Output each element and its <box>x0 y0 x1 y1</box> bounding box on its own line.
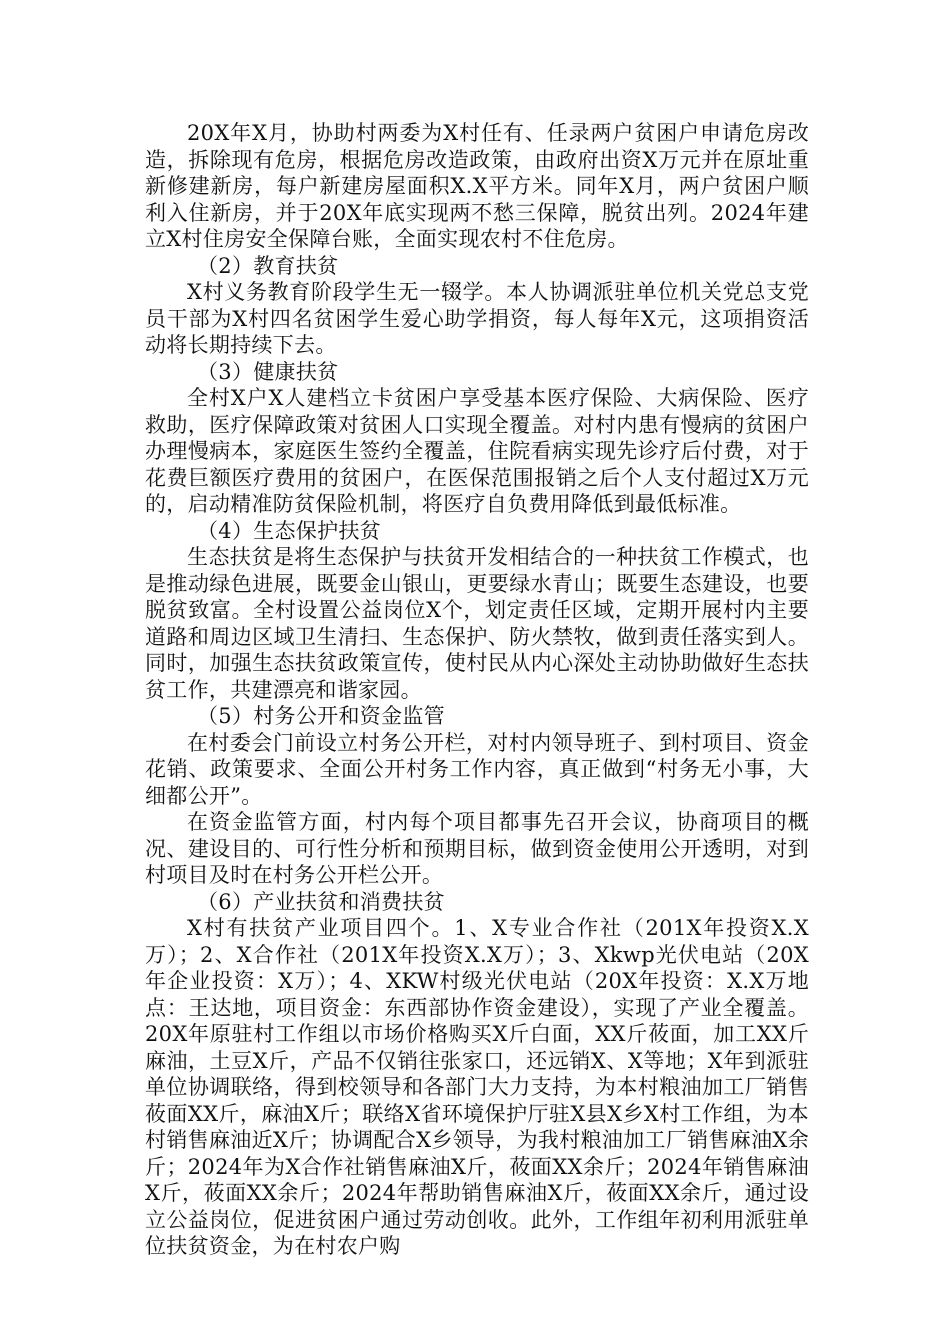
paragraph-industry: X村有扶贫产业项目四个。1、X专业合作社（201X年投资X.X万）；2、X合作社（201X年投资X.X万）；3、Xkwp光伏电站（20X年企业投资：X万）；4、XKW村级光伏电站（20X年投资：X.X万地点：王达地，项目资金：东西部协作资金建设），实现了产业全覆盖。20X年原驻村工作组以市场价格购买X斤白面，XX斤莜面，加工XX斤麻油，土豆X斤，产品不仅销往张家口，还远销X、X等地；X年到派驻单位协调联络，得到校领导和各部门大力支持，为本村粮油加工厂销售莜面XX斤，麻油X斤；联络X省环境保护厅驻X县X乡X村工作组，为本村销售麻油近X斤；协调配合X乡领导，为我村粮油加工厂销售麻油X余斤；2024年为X合作社销售麻油X斤，莜面XX余斤；2024年销售麻油X斤，莜面XX余斤；2024年帮助销售麻油X斤，莜面XX余斤，通过设立公益岗位，促进贫困户通过劳动创收。此外，工作组年初利用派驻单位扶贫资金，为在村农户购 <box>145 916 809 1258</box>
paragraph-health: 全村X户X人建档立卡贫困户享受基本医疗保险、大病保险、医疗救助，医疗保障政策对贫困人口实现全覆盖。对村内患有慢病的贫困户办理慢病本，家庭医生签约全覆盖，住院看病实现先诊疗后付费，对于花费巨额医疗费用的贫困户，在医保范围报销之后个人支付超过X万元的，启动精准防贫保险机制，将医疗自负费用降低到最低标准。 <box>145 386 809 516</box>
paragraph-ecological: 生态扶贫是将生态保护与扶贫开发相结合的一种扶贫工作模式，也是推动绿色进展，既要金山银山，更要绿水青山；既要生态建设，也要脱贫致富。全村设置公益岗位X个，划定责任区域，定期开展村内主要道路和周边区域卫生清扫、生态保护、防火禁牧，做到责任落实到人。同时，加强生态扶贫政策宣传，使村民从内心深处主动协助做好生态扶贫工作，共建漂亮和谐家园。 <box>145 545 809 702</box>
heading-ecological-poverty-alleviation: （4）生态保护扶贫 <box>197 518 382 543</box>
paragraph-housing-security: 20X年X月，协助村两委为X村任有、任录两户贫困户申请危房改造，拆除现有危房，根据危房改造政策，由政府出资X万元并在原址重新修建新房，每户新建房屋面积X.X平方米。同年X月，两户贫困户顺利入住新房，并于20X年底实现两不愁三保障，脱贫出列。2024年建立X村住房安全保障台账，全面实现农村不住危房。 <box>145 121 809 251</box>
paragraph-fund-supervision: 在资金监管方面，村内每个项目都事先召开会议，协商项目的概况、建设目的、可行性分析和预期目标，做到资金使用公开透明，对到村项目及时在村务公开栏公开。 <box>145 810 809 887</box>
paragraph-education: X村义务教育阶段学生无一辍学。本人协调派驻单位机关党总支党员干部为X村四名贫困学生爱心助学捐资，每人每年X元，这项捐资活动将长期持续下去。 <box>145 280 809 357</box>
paragraph-village-affairs: 在村委会门前设立村务公开栏，对村内领导班子、到村项目、资金花销、政策要求、全面公开村务工作内容，真正做到“村务无小事，大细都公开”。 <box>145 730 809 808</box>
heading-industry-consumption-poverty-alleviation: （6）产业扶贫和消费扶贫 <box>197 889 445 914</box>
heading-village-affairs-disclosure: （5）村务公开和资金监管 <box>197 704 445 728</box>
document-body <box>145 120 809 1260</box>
heading-education-poverty-alleviation: （2）教育扶贫 <box>197 253 339 278</box>
heading-health-poverty-alleviation: （3）健康扶贫 <box>197 359 339 384</box>
